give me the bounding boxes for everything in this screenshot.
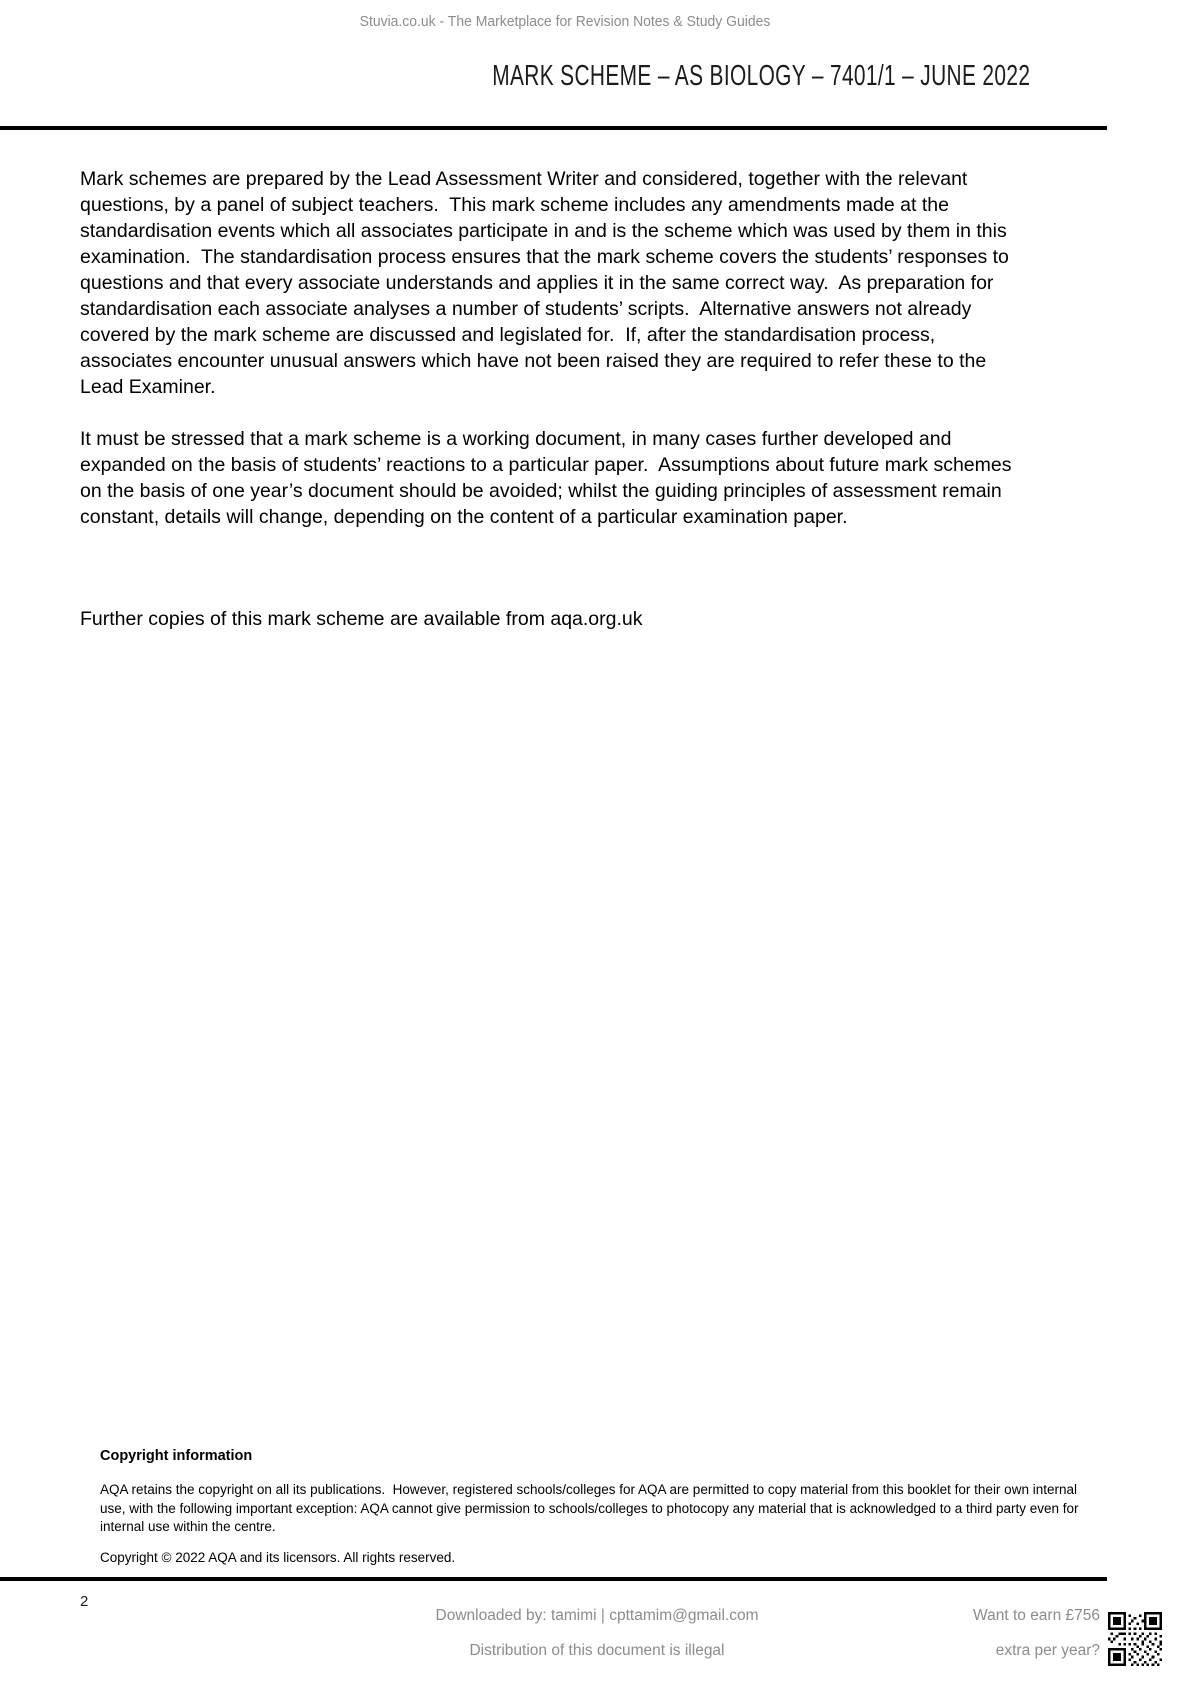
further-copies-line: Further copies of this mark scheme are available from aqa.org.uk [80, 608, 643, 630]
copyright-section [100, 1447, 1100, 1567]
working-document-paragraph: It must be stressed that a mark scheme is a working document, in many cases further developed and expanded on the basis of students’ reactions to a particular paper. Assumptions about future mark schemes on the basis of one year’s document should be avoided; whilst the guiding principles of assessment remain constant, details will change, depending on the content of a particular examination paper. [80, 428, 1017, 528]
page-title: MARK SCHEME – AS BIOLOGY – 7401/1 – JUNE 2022 [491, 60, 1030, 92]
footer-rule [0, 1577, 1107, 1581]
qr-code-icon [1108, 1612, 1162, 1666]
earn-promo [973, 1606, 1100, 1660]
copyright-paragraph: AQA retains the copyright on all its publications. However, registered schools/colleges for AQA are permitted to copy material from this booklet for their own internal use, with the following important exception: AQA cannot give permission to schools/colleges to photocopy any material that is acknowledged to a third party even for internal use within the centre. [100, 1482, 1083, 1534]
earn-promo-line2: extra per year? [995, 1642, 1100, 1659]
page-number: 2 [80, 1593, 89, 1610]
downloaded-by-line: Downloaded by: tamimi | cpttamim@gmail.com [435, 1607, 759, 1624]
stuvia-watermark-header: Stuvia.co.uk - The Marketplace for Revision Notes & Study Guides [359, 13, 771, 30]
copyright-notice: Copyright © 2022 AQA and its licensors. All rights reserved. [100, 1549, 456, 1565]
copyright-heading: Copyright information [100, 1448, 253, 1464]
stuvia-footer-center [436, 1606, 759, 1660]
distribution-warning-line: Distribution of this document is illegal [469, 1642, 725, 1659]
header-rule [0, 126, 1107, 130]
earn-promo-line1: Want to earn £756 [973, 1607, 1100, 1624]
intro-paragraph: Mark schemes are prepared by the Lead Assessment Writer and considered, together with the relevant questions, by a panel of subject teachers. This mark scheme includes any amendments made at the standardisation events which all associates participate in and is the scheme which was used by them in this examination. The standardisation process ensures that the mark scheme covers the students’ responses to questions and that every associate understands and applies it in the same correct way. As preparation for standardisation each associate analyses a number of students’ scripts. Alternative answers not already covered by the mark scheme are discussed and legislated for. If, after the standardisation process, associates encounter unusual answers which have not been raised they are required to refer these to the Lead Examiner. [80, 168, 1015, 398]
